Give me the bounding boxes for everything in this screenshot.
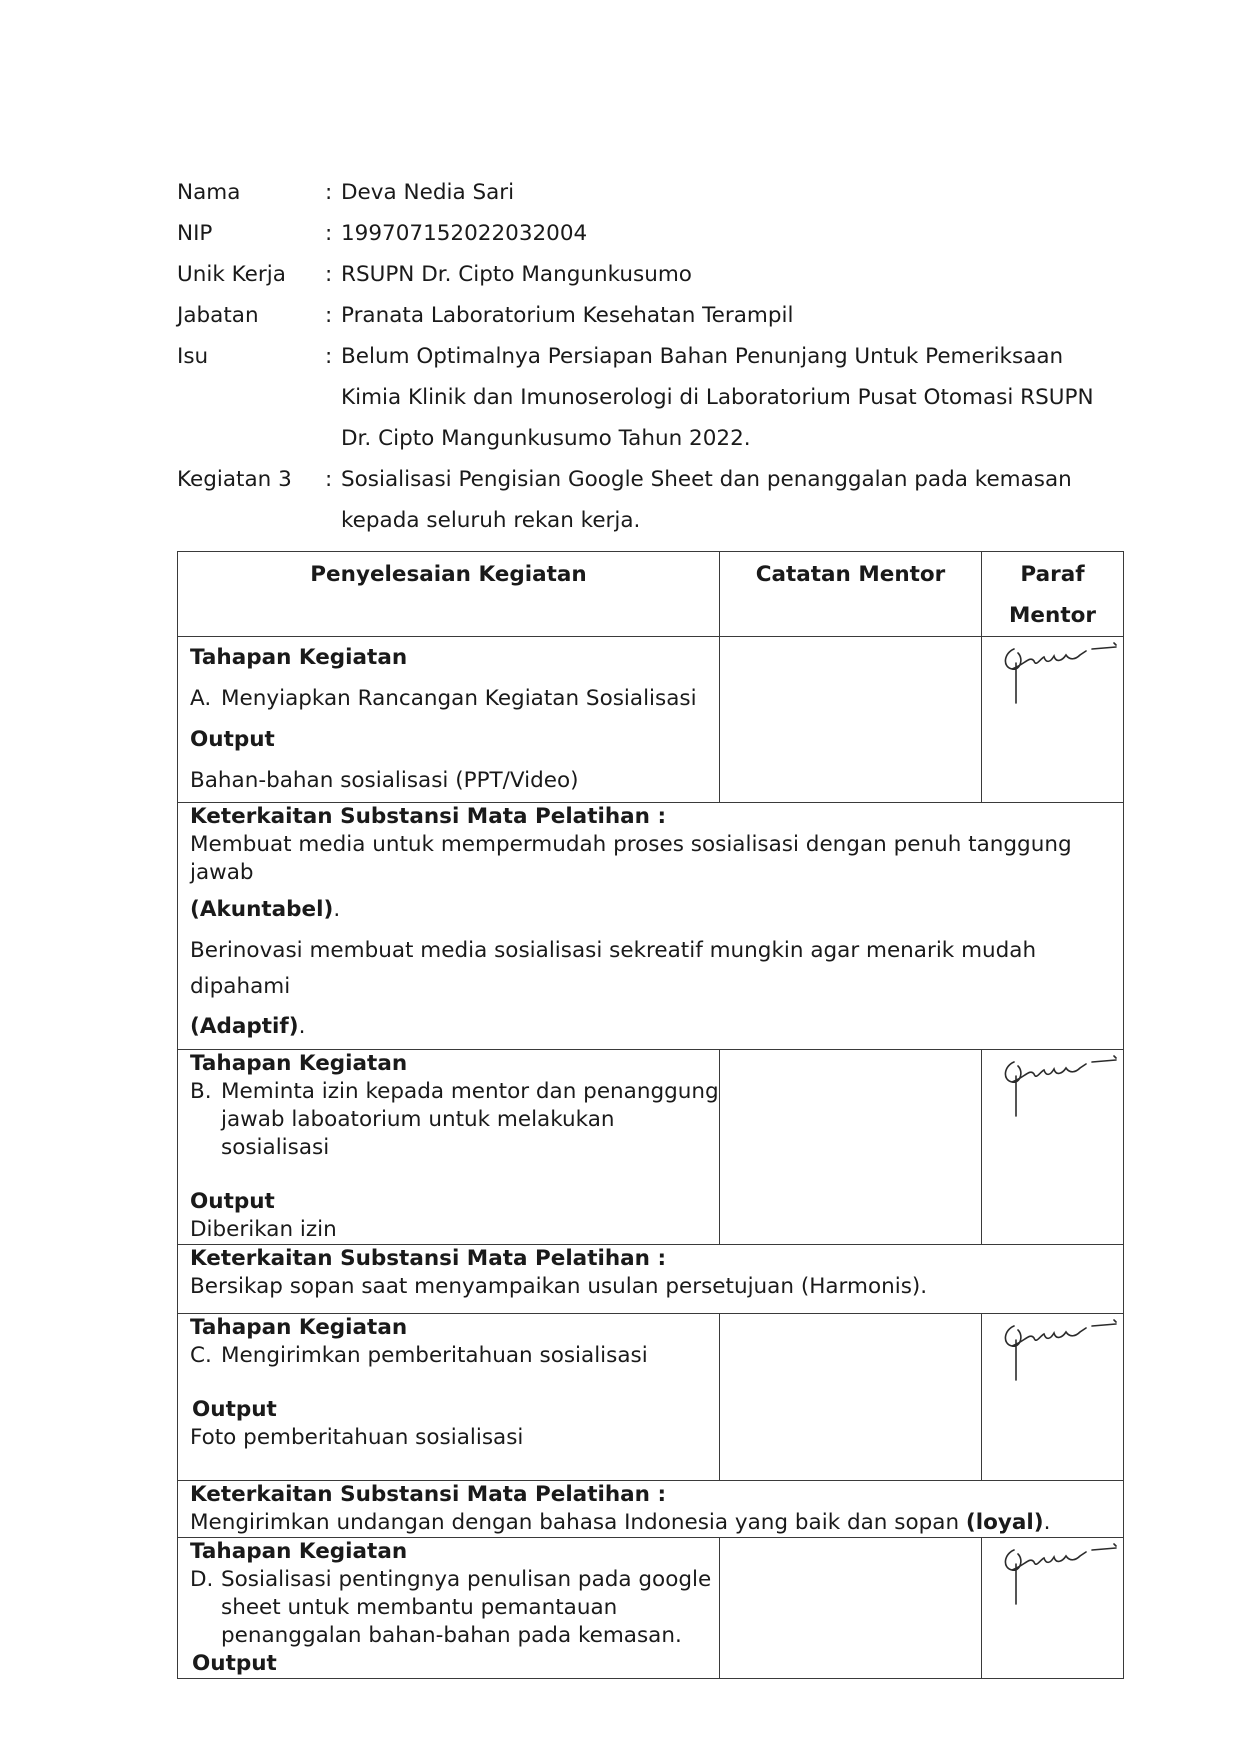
mentor-note-cell	[720, 1050, 982, 1245]
identity-label: Isu	[177, 344, 209, 369]
stage-item: C. Mengirimkan pemberitahuan sosialisasi	[190, 1343, 648, 1368]
stage-a-cell	[178, 637, 720, 803]
stage-item: A. Menyiapkan Rancangan Kegiatan Sosialisasi	[190, 686, 697, 711]
table-row-stage-b	[178, 1050, 1124, 1245]
identity-value: 199707152022032004	[341, 221, 588, 246]
relation-b-cell	[178, 1245, 1124, 1314]
relation-heading: Keterkaitan Substansi Mata Pelatihan :	[190, 1246, 667, 1271]
relation-text: Mengirimkan undangan dengan bahasa Indonesia yang baik dan sopan (loyal).	[190, 1510, 1051, 1535]
header-completion: Penyelesaian Kegiatan	[178, 552, 720, 637]
signature-image	[1000, 641, 1118, 705]
mentor-initials-cell	[982, 1538, 1124, 1679]
relation-c-cell	[178, 1481, 1124, 1538]
table-row-relation-c	[178, 1481, 1124, 1538]
stage-item: B. Meminta izin kepada mentor dan penanggung jawab laboatorium untuk melakukan sosialisasi	[190, 1079, 719, 1160]
identity-value: Deva Nedia Sari	[341, 180, 515, 205]
identity-label: Nama	[177, 180, 241, 205]
relation-text: Bersikap sopan saat menyampaikan usulan persetujuan (Harmonis).	[190, 1274, 928, 1299]
relation-heading: Keterkaitan Substansi Mata Pelatihan :	[190, 1482, 667, 1507]
stage-heading: Tahapan Kegiatan	[190, 1051, 408, 1076]
stage-b-cell	[178, 1050, 720, 1245]
identity-row-activity: Kegiatan 3 : Sosialisasi Pengisian Google Sheet dan penanggalan pada kemasan kepada seluruh rekan kerja.	[177, 459, 1127, 541]
table-row-stage-a	[178, 637, 1124, 803]
identity-row-nip: NIP : 199707152022032004	[177, 213, 1127, 254]
header-mentor-initials: Paraf Mentor	[982, 552, 1124, 637]
output-text: Bahan-bahan sosialisasi (PPT/Video)	[190, 768, 579, 793]
stage-d-cell	[178, 1538, 720, 1679]
identity-row-name: Nama : Deva Nedia Sari	[177, 172, 1127, 213]
stage-heading: Tahapan Kegiatan	[190, 1315, 408, 1340]
table-row-stage-d	[178, 1538, 1124, 1679]
identity-label: Kegiatan 3	[177, 467, 292, 492]
relation-a-cell: Keterkaitan Substansi Mata Pelatihan : Membuat media untuk mempermudah proses sosialisasi dengan penuh tanggung jawab (Akuntabel). Berinovasi membuat media sosialisasi sekreatif mungkin agar menarik mudah dipahami (Adaptif).	[178, 803, 1124, 1050]
identity-row-position: Jabatan : Pranata Laboratorium Kesehatan Terampil	[177, 295, 1127, 336]
stage-c-cell	[178, 1314, 720, 1481]
mentor-initials-cell	[982, 637, 1124, 803]
value-akuntabel: (Akuntabel)	[190, 897, 334, 922]
signature-image	[1000, 1054, 1118, 1118]
identity-label: NIP	[177, 221, 213, 246]
output-text: Foto pemberitahuan sosialisasi	[190, 1425, 524, 1450]
stage-item: D. Sosialisasi pentingnya penulisan pada google sheet untuk membantu pemantauan penanggalan bahan-bahan pada kemasan.	[190, 1567, 712, 1648]
identity-row-issue: Isu : Belum Optimalnya Persiapan Bahan Penunjang Untuk Pemeriksaan Kimia Klinik dan Imunoserologi di Laboratorium Pusat Otomasi RSUPN Dr. Cipto Mangunkusumo Tahun 2022.	[177, 336, 1127, 459]
identity-value: Sosialisasi Pengisian Google Sheet dan penanggalan pada kemasan kepada seluruh rekan kerja.	[341, 467, 1072, 533]
output-heading: Output	[192, 1397, 277, 1422]
table-header-row	[178, 552, 1124, 637]
signature-image	[1000, 1318, 1118, 1382]
identity-value: Belum Optimalnya Persiapan Bahan Penunjang Untuk Pemeriksaan Kimia Klinik dan Imunoserologi di Laboratorium Pusat Otomasi RSUPN Dr. Cipto Mangunkusumo Tahun 2022.	[341, 344, 1094, 451]
mentor-initials-cell	[982, 1314, 1124, 1481]
activity-table	[177, 551, 1124, 1679]
identity-value: RSUPN Dr. Cipto Mangunkusumo	[341, 262, 692, 287]
value-loyal: (loyal)	[965, 1510, 1044, 1535]
identity-row-unit: Unik Kerja : RSUPN Dr. Cipto Mangunkusumo	[177, 254, 1127, 295]
value-adaptif: (Adaptif)	[190, 1014, 299, 1039]
relation-heading: Keterkaitan Substansi Mata Pelatihan :	[190, 804, 667, 829]
mentor-initials-cell	[982, 1050, 1124, 1245]
output-text: Diberikan izin	[190, 1217, 337, 1242]
identity-label: Unik Kerja	[177, 262, 286, 287]
relation-text: Membuat media untuk mempermudah proses sosialisasi dengan penuh tanggung jawab	[190, 832, 1072, 885]
mentor-note-cell	[720, 1314, 982, 1481]
mentor-note-cell	[720, 1538, 982, 1679]
identity-block	[177, 172, 1127, 541]
mentor-note-cell	[720, 637, 982, 803]
relation-text: Berinovasi membuat media sosialisasi sekreatif mungkin agar menarik mudah dipahami	[190, 938, 1037, 999]
signature-image	[1000, 1542, 1118, 1606]
table-row-relation-b	[178, 1245, 1124, 1314]
stage-heading: Tahapan Kegiatan	[190, 645, 408, 670]
output-heading: Output	[190, 727, 275, 752]
table-row-relation-a	[178, 803, 1124, 1050]
identity-label: Jabatan	[177, 303, 259, 328]
output-heading: Output	[192, 1651, 277, 1676]
identity-value: Pranata Laboratorium Kesehatan Terampil	[341, 303, 794, 328]
output-heading: Output	[190, 1189, 275, 1214]
stage-heading: Tahapan Kegiatan	[190, 1539, 408, 1564]
table-row-stage-c	[178, 1314, 1124, 1481]
header-mentor-notes: Catatan Mentor	[720, 552, 982, 637]
